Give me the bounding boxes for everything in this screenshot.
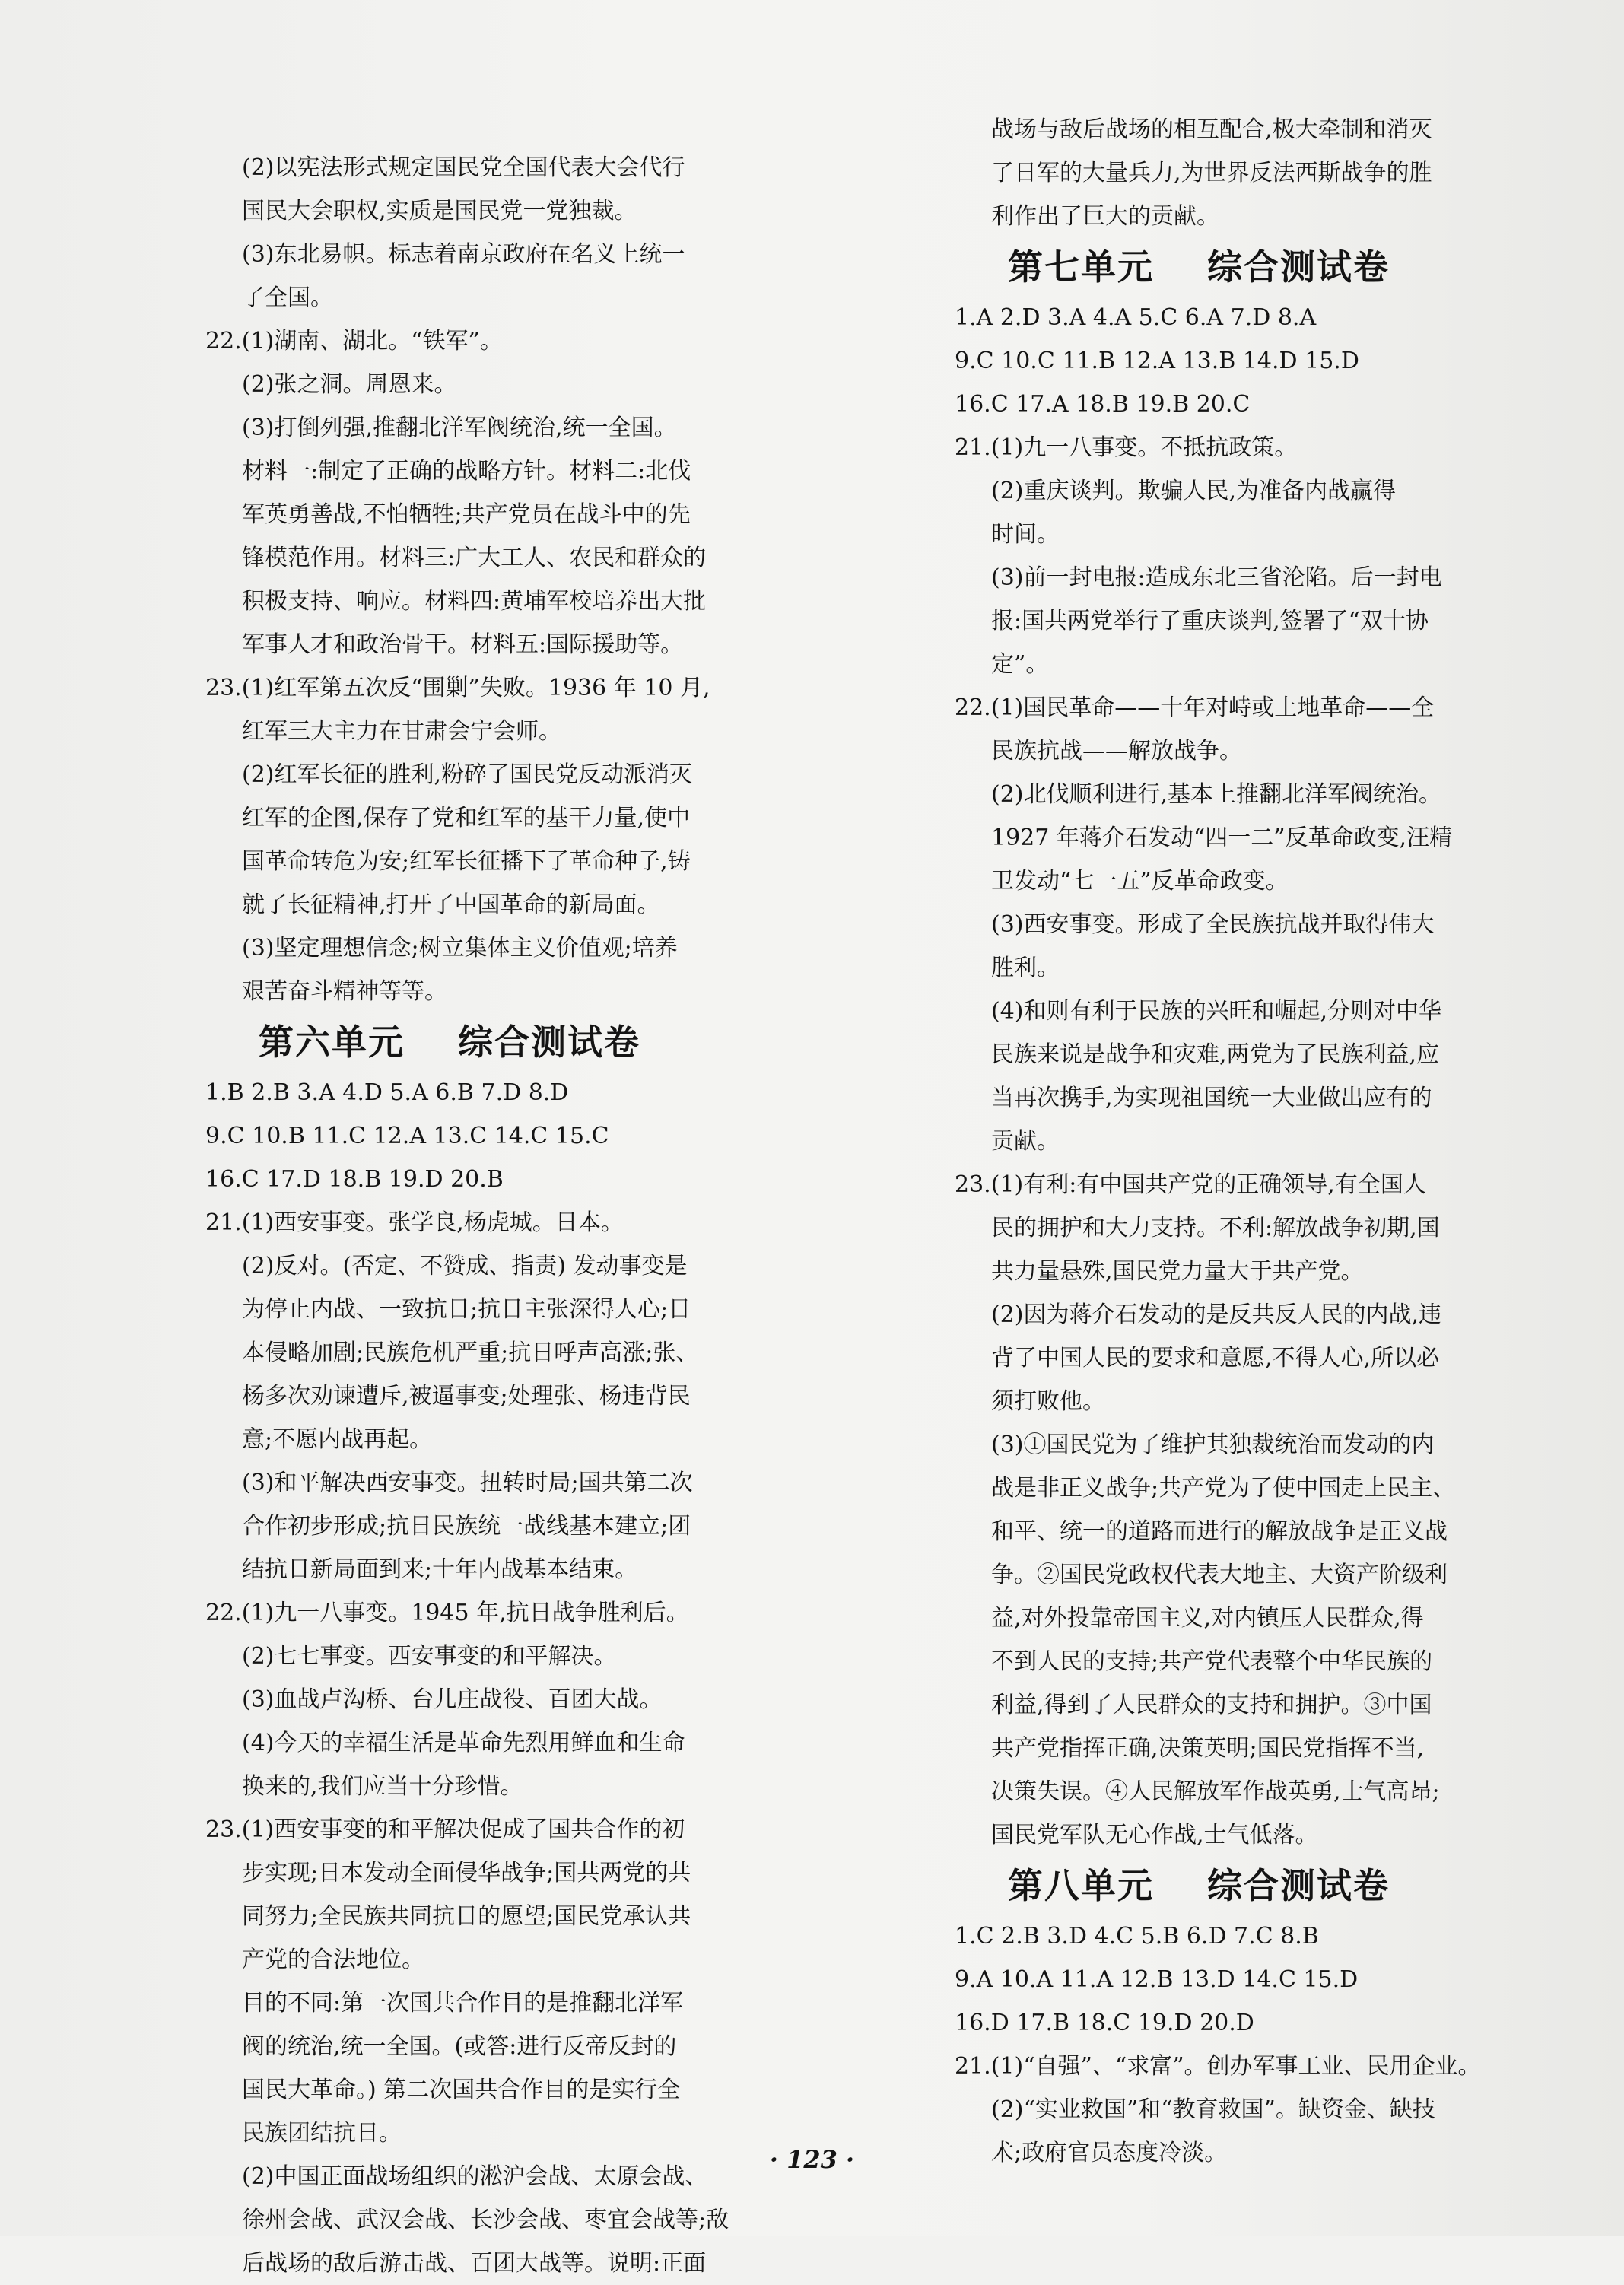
answer-line: 21.(1)西安事变。张学良,杨虎城。日本。 [205, 1209, 624, 1236]
answer-line: 为停止内战、一致抗日;抗日主张深得人心;日 [242, 1296, 691, 1323]
answer-line: 16.C 17.A 18.B 19.B 20.C [955, 391, 1251, 418]
answer-line: 时间。 [991, 521, 1060, 548]
answer-line: (3)①国民党为了维护其独裁统治而发动的内 [991, 1432, 1435, 1458]
answer-line: (2)重庆谈判。欺骗人民,为准备内战赢得 [991, 478, 1397, 504]
answer-line: 目的不同:第一次国共合作目的是推翻北洋军 [242, 1990, 684, 2016]
answer-line: 民族来说是战争和灾难,两党为了民族利益,应 [991, 1041, 1440, 1068]
answer-line: 国民大会职权,实质是国民党一党独裁。 [242, 198, 637, 224]
answer-line: 卫发动“七一五”反革命政变。 [991, 868, 1289, 895]
page-number: · 123 · [769, 2145, 855, 2174]
answer-line: 9.A 10.A 11.A 12.B 13.D 14.C 15.D [955, 1966, 1359, 1993]
answer-line: 军英勇善战,不怕牺牲;共产党员在战斗中的先 [242, 501, 691, 528]
answer-line: 当再次携手,为实现祖国统一大业做出应有的 [991, 1085, 1432, 1111]
answer-line: 定”。 [991, 651, 1049, 678]
unit-heading [955, 238, 1521, 296]
answer-line: 须打败他。 [991, 1388, 1105, 1415]
unit-heading-subtitle: 综合测试卷 [1207, 246, 1390, 288]
answer-line: 国革命转危为安;红军长征播下了革命种子,铸 [242, 848, 691, 875]
answer-line: (3)西安事变。形成了全民族抗战并取得伟大 [991, 911, 1435, 938]
answer-line: (2)“实业救国”和“教育救国”。缺资金、缺技 [991, 2096, 1435, 2123]
answer-line: 了日军的大量兵力,为世界反法西斯战争的胜 [991, 160, 1432, 186]
answer-line: 后战场的敌后游击战、百团大战等。说明:正面 [242, 2250, 707, 2277]
answer-line: 艰苦奋斗精神等等。 [242, 978, 447, 1005]
answer-line: 23.(1)西安事变的和平解决促成了国共合作的初 [205, 1816, 685, 1843]
answer-line: 国民大革命。) 第二次国共合作目的是实行全 [242, 2077, 681, 2103]
answer-line: 结抗日新局面到来;十年内战基本结束。 [242, 1556, 638, 1583]
answer-line: 共力量悬殊,国民党力量大于共产党。 [991, 1258, 1364, 1285]
answer-line: 益,对外投靠帝国主义,对内镇压人民群众,得 [991, 1605, 1424, 1632]
answer-line: 同努力;全民族共同抗日的愿望;国民党承认共 [242, 1903, 691, 1930]
answer-line: (4)今天的幸福生活是革命先烈用鲜血和生命 [242, 1730, 685, 1756]
answer-line: 16.C 17.D 18.B 19.D 20.B [205, 1166, 504, 1193]
answer-line: 军事人才和政治骨干。材料五:国际援助等。 [242, 631, 684, 658]
unit-heading-subtitle: 综合测试卷 [458, 1022, 640, 1063]
answer-line: 1.C 2.B 3.D 4.C 5.B 6.D 7.C 8.B [955, 1923, 1319, 1950]
answer-line: 22.(1)九一八事变。1945 年,抗日战争胜利后。 [205, 1600, 689, 1626]
answer-line: (3)东北易帜。标志着南京政府在名义上统一 [242, 241, 685, 268]
right-column [955, 108, 1521, 2175]
answer-line: (3)打倒列强,推翻北洋军阀统治,统一全国。 [242, 415, 677, 441]
answer-line: (2)红军长征的胜利,粉碎了国民党反动派消灭 [242, 761, 693, 788]
answer-line: 9.C 10.B 11.C 12.A 13.C 14.C 15.C [205, 1123, 609, 1149]
answer-line: 1.A 2.D 3.A 4.A 5.C 6.A 7.D 8.A [955, 304, 1317, 331]
answer-line: (2)北伐顺利进行,基本上推翻北洋军阀统治。 [991, 781, 1442, 808]
answer-line: (2)中国正面战场组织的淞沪会战、太原会战、 [242, 2163, 708, 2190]
answer-line: 争。②国民党政权代表大地主、大资产阶级利 [991, 1562, 1448, 1588]
unit-heading-title: 第七单元 [1008, 246, 1154, 288]
answer-line: 步实现;日本发动全面侵华战争;国共两党的共 [242, 1860, 691, 1886]
answer-line: (2)反对。(否定、不赞成、指责) 发动事变是 [242, 1253, 688, 1279]
answer-line: (2)张之洞。周恩来。 [242, 371, 457, 398]
left-column [205, 146, 772, 2285]
answer-line: 战场与敌后战场的相互配合,极大牵制和消灭 [991, 116, 1432, 143]
answer-line: 就了长征精神,打开了中国革命的新局面。 [242, 891, 660, 918]
answer-line: (2)以宪法形式规定国民党全国代表大会代行 [242, 154, 685, 181]
answer-line: 贡献。 [991, 1128, 1060, 1155]
answer-line: 国民党军队无心作战,士气低落。 [991, 1822, 1318, 1848]
answer-line: 民的拥护和大力支持。不利:解放战争初期,国 [991, 1215, 1440, 1241]
answer-line: 23.(1)红军第五次反“围剿”失败。1936 年 10 月, [205, 675, 710, 701]
answer-line: 1.B 2.B 3.A 4.D 5.A 6.B 7.D 8.D [205, 1079, 569, 1106]
answer-line: 9.C 10.C 11.B 12.A 13.B 14.D 15.D [955, 348, 1359, 374]
answer-line: 背了中国人民的要求和意愿,不得人心,所以必 [991, 1345, 1440, 1371]
answer-line: 和平、统一的道路而进行的解放战争是正义战 [991, 1518, 1448, 1545]
answer-line: 决策失误。④人民解放军作战英勇,士气高昂; [991, 1778, 1440, 1805]
answer-line: 战是非正义战争;共产党为了使中国走上民主、 [991, 1475, 1456, 1502]
answer-line: 阀的统治,统一全国。(或答:进行反帝反封的 [242, 2033, 677, 2060]
answer-line: (2)因为蒋介石发动的是反共反人民的内战,违 [991, 1301, 1442, 1328]
answer-line: 共产党指挥正确,决策英明;国民党指挥不当, [991, 1735, 1425, 1762]
answer-line: (3)前一封电报:造成东北三省沦陷。后一封电 [991, 564, 1442, 591]
answer-line: 16.D 17.B 18.C 19.D 20.D [955, 2010, 1254, 2036]
answer-line: 杨多次劝谏遭斥,被逼事变;处理张、杨违背民 [242, 1383, 691, 1409]
answer-line: 报:国共两党举行了重庆谈判,签署了“双十协 [991, 608, 1429, 634]
answer-line: 换来的,我们应当十分珍惜。 [242, 1773, 523, 1800]
answer-line: 22.(1)湖南、湖北。“铁军”。 [205, 328, 503, 354]
answer-line: (2)七七事变。西安事变的和平解决。 [242, 1643, 617, 1670]
answer-line: 民族团结抗日。 [242, 2120, 402, 2147]
answer-line: 材料一:制定了正确的战略方针。材料二:北伐 [242, 458, 691, 485]
unit-heading [205, 1013, 772, 1071]
answer-line: 利益,得到了人民群众的支持和拥护。③中国 [991, 1692, 1432, 1718]
answer-line: 术;政府官员态度冷淡。 [991, 2140, 1228, 2166]
answer-line: 产党的合法地位。 [242, 1947, 424, 1973]
answer-line: 1927 年蒋介石发动“四一二”反革命政变,汪精 [991, 825, 1453, 851]
answer-line: 21.(1)九一八事变。不抵抗政策。 [955, 434, 1298, 461]
answer-line: 意;不愿内战再起。 [242, 1426, 433, 1453]
answer-line: 民族抗战——解放战争。 [991, 738, 1242, 764]
answer-line: 不到人民的支持;共产党代表整个中华民族的 [991, 1648, 1433, 1675]
answer-line: 红军的企图,保存了党和红军的基干力量,使中 [242, 805, 691, 831]
answer-line: 徐州会战、武汉会战、长沙会战、枣宜会战等;敌 [242, 2207, 729, 2233]
unit-heading-title: 第六单元 [259, 1022, 405, 1063]
answer-line: (3)和平解决西安事变。扭转时局;国共第二次 [242, 1470, 693, 1496]
answer-line: 积极支持、响应。材料四:黄埔军校培养出大批 [242, 588, 707, 615]
answer-line: 合作初步形成;抗日民族统一战线基本建立;团 [242, 1513, 691, 1540]
answer-line: 21.(1)“自强”、“求富”。创办军事工业、民用企业。 [955, 2053, 1481, 2080]
answer-line: 了全国。 [242, 284, 333, 311]
unit-heading-title: 第八单元 [1008, 1865, 1154, 1906]
answer-line: (3)血战卢沟桥、台儿庄战役、百团大战。 [242, 1686, 663, 1713]
unit-heading-subtitle: 综合测试卷 [1207, 1865, 1390, 1906]
answer-line: 利作出了巨大的贡献。 [991, 203, 1219, 230]
answer-line: 22.(1)国民革命——十年对峙或土地革命——全 [955, 694, 1435, 721]
answer-line: (4)和则有利于民族的兴旺和崛起,分则对中华 [991, 998, 1442, 1025]
answer-line: 胜利。 [991, 955, 1060, 981]
answer-line: (3)坚定理想信念;树立集体主义价值观;培养 [242, 935, 678, 961]
answer-line: 红军三大主力在甘肃会宁会师。 [242, 718, 561, 745]
answer-line: 本侵略加剧;民族危机严重;抗日呼声高涨;张、 [242, 1340, 699, 1366]
answer-line: 23.(1)有利:有中国共产党的正确领导,有全国人 [955, 1171, 1426, 1198]
unit-heading [955, 1857, 1521, 1915]
answer-line: 锋模范作用。材料三:广大工人、农民和群众的 [242, 545, 707, 571]
